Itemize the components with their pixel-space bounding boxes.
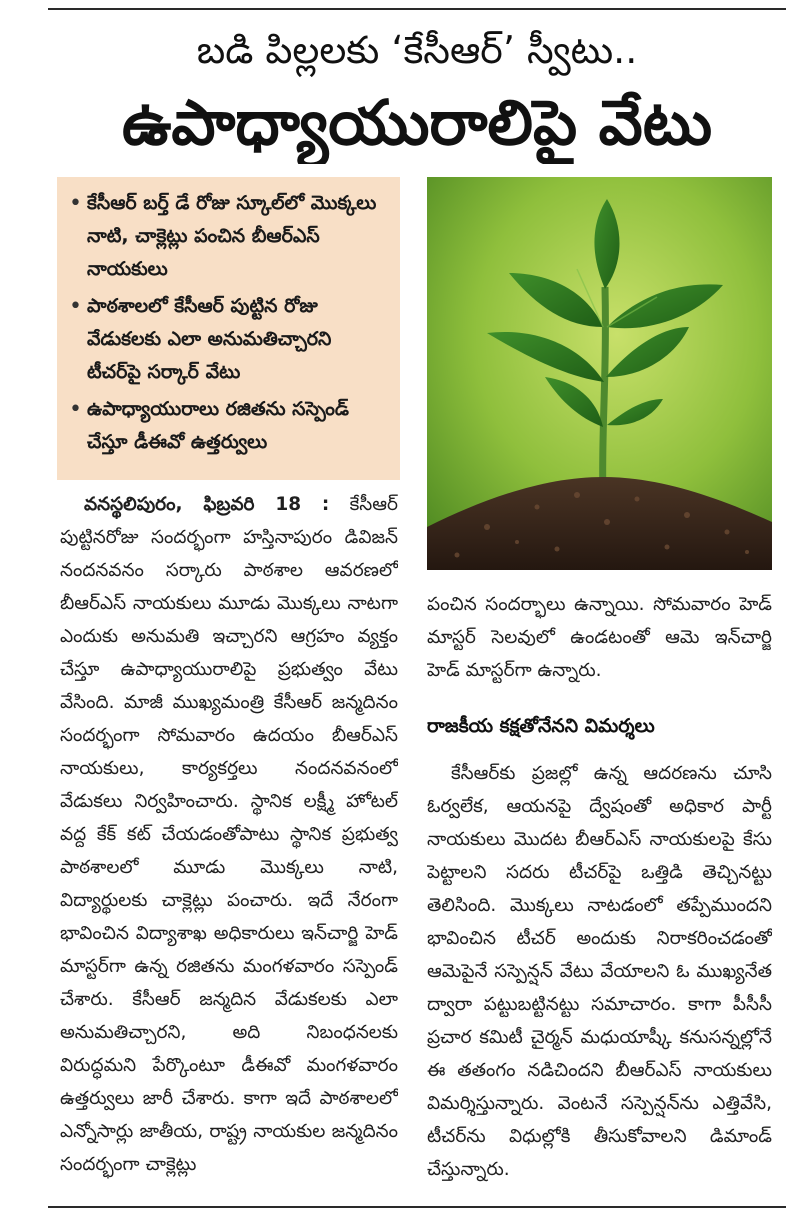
highlights-box xyxy=(57,177,400,480)
section-subheading: రాజకీయ కక్షతోనేనని విమర్శలు xyxy=(427,715,655,737)
highlight-text: ఉపాధ్యాయురాలు రజితను సస్పెండ్ చేస్తూ డీఈవో ఉత్తర్వులు xyxy=(87,398,349,453)
body-paragraph xyxy=(60,488,398,1181)
top-rule xyxy=(48,8,786,10)
headline: ఉపాధ్యాయురాలిపై వేటు xyxy=(121,86,713,159)
sapling-illustration xyxy=(427,177,772,570)
body-text: కేసీఆర్ పుట్టినరోజు సందర్భంగా హస్తినాపురం డివిజన్ నందనవనం సర్కారు పాఠశాల ఆవరణలో బీఆర్ఎస్ నాయకులు మూడు మొక్కలు నాటగా ఎందుకు అనుమతి ఇచ్చారని ఆగ్రహం వ్యక్తం చేస్తూ ఉపాధ్యాయురాలిపై ప్రభుత్వం వేటు వేసింది. మాజీ ముఖ్యమంత్రి కేసీఆర్ జన్మదినం సందర్భంగా సోమవారం ఉదయం బీఆర్ఎస్ నాయకులు, కార్యకర్తలు నందనవనంలో వేడుకలు నిర్వహించారు. స్థానిక లక్ష్మీ హోటల్ వద్ద కేక్ కట్ చేయడంతోపాటు స్థానిక ప్రభుత్వ పాఠశాలలో మూడు మొక్కలు నాటి, విద్యార్థులకు చాక్లెట్లు పంచారు. ఇదే నేరంగా భావించిన విద్యాశాఖ అధికారులు ఇన్‌చార్జి హెడ్ మాస్టర్‌గా ఉన్న రజితను మంగళవారం సస్పెండ్ చేశారు. కేసీఆర్ జన్మదిన వేడుకలకు ఎలా అనుమతిచ్చారని, అది నిబంధనలకు విరుద్ధమని పేర్కొంటూ డీఈవో మంగళవారం ఉత్తర్వులు జారీ చేశారు. కాగా ఇదే పాఠశాలలో ఎన్నోసార్లు జాతీయ, రాష్ట్ర నాయకుల జన్మదినం సందర్భంగా చాక్లెట్లు xyxy=(60,494,398,1175)
highlight-text: పాఠశాలలో కేసీఆర్ పుట్టిన రోజు వేడుకలకు ఎలా అనుమతిచ్చారని టీచర్‌పై సర్కార్ వేటు xyxy=(87,295,332,383)
subheadline: బడి పిల్లలకు ‘కేసీఆర్’ స్వీటు.. xyxy=(196,28,638,72)
sapling-photo xyxy=(427,177,772,570)
bullet-icon: • xyxy=(69,294,82,319)
bullet-icon: • xyxy=(69,191,82,216)
highlight-text: కేసీఆర్ బర్త్ డే రోజు స్కూల్‌లో మొక్కలు నాటి, చాక్లెట్లు పంచిన బీఆర్ఎస్ నాయకులు xyxy=(87,192,377,280)
highlight-item xyxy=(69,290,390,389)
dateline: వనస్థలిపురం, ఫిబ్రవరి 18 : xyxy=(84,494,330,515)
body-paragraph: పంచిన సందర్భాలు ఉన్నాయి. సోమవారం హెడ్ మాస్టర్ సెలవులో ఉండటంతో ఆమె ఇన్‌చార్జి హెడ్ మాస్టర్‌గా ఉన్నారు. xyxy=(427,594,772,681)
article-body-left xyxy=(60,488,398,1198)
highlight-item xyxy=(69,393,390,459)
bullet-icon: • xyxy=(69,397,82,422)
highlight-item xyxy=(69,187,390,286)
body-paragraph: కేసీఆర్‌కు ప్రజల్లో ఉన్న ఆదరణను చూసి ఓర్వలేక, ఆయనపై ద్వేషంతో అధికార పార్టీ నాయకులు మొదట బీఆర్ఎస్ నాయకులపై కేసు పెట్టాలని సదరు టీచర్‌పై ఒత్తిడి తెచ్చినట్టు తెలిసింది. మొక్కలు నాటడంలో తప్పేముందని భావించిన టీచర్ అందుకు నిరాకరించడంతో ఆమెపైనే సస్పెన్షన్ వేటు వేయాలని ఓ ముఖ్యనేత ద్వారా పట్టుబట్టినట్టు సమాచారం. కాగా పీసీసీ ప్రచార కమిటీ చైర్మన్ మధుయాష్కీ కనుసన్నల్లోనే ఈ తతంగం నడిచిందని బీఆర్ఎస్ నాయకులు విమర్శిస్తున్నారు. వెంటనే సస్పెన్షన్‌ను ఎత్తివేసి, టీచర్‌ను విధుల్లోకి తీసుకోవాలని డిమాండ్ చేస్తున్నారు. xyxy=(427,763,772,1180)
bottom-rule xyxy=(48,1206,786,1208)
article-body-right xyxy=(427,588,772,1198)
